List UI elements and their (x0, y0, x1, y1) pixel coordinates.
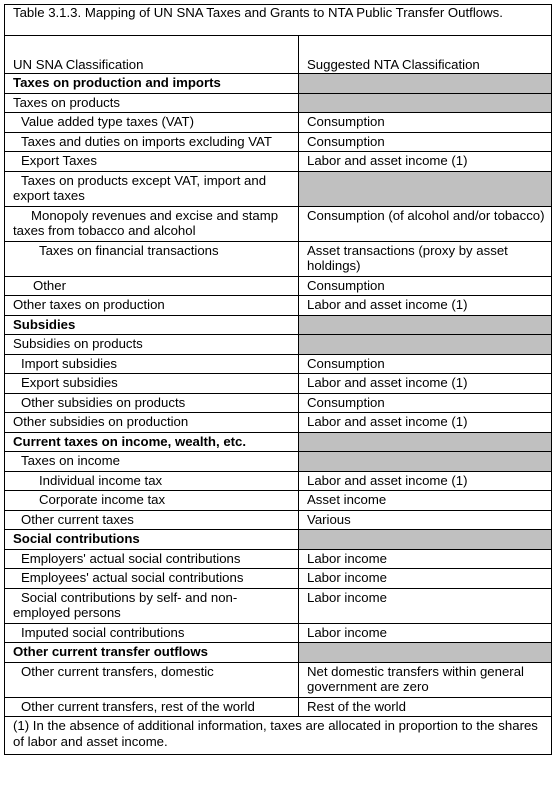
header-row (5, 36, 552, 74)
table-row (5, 132, 552, 152)
row-value: Consumption (of alcohol and/or tobacco) (299, 206, 552, 241)
row-value: Consumption (299, 132, 552, 152)
row-label: Value added type taxes (VAT) (5, 113, 299, 133)
row-value: Net domestic transfers within general government are zero (299, 662, 552, 697)
table-row (5, 276, 552, 296)
row-label: Taxes on production and imports (5, 74, 299, 94)
row-label: Taxes on products (5, 93, 299, 113)
row-label: Employers' actual social contributions (5, 549, 299, 569)
row-label: Other current taxes (5, 510, 299, 530)
row-label: Subsidies on products (5, 335, 299, 355)
row-label: Taxes on income (5, 452, 299, 472)
header-nta: Suggested NTA Classification (299, 36, 552, 74)
row-value (299, 315, 552, 335)
row-value (299, 74, 552, 94)
row-value: Consumption (299, 113, 552, 133)
row-value (299, 335, 552, 355)
row-label: Corporate income tax (5, 491, 299, 511)
table-row (5, 530, 552, 550)
row-value: Labor income (299, 588, 552, 623)
table-footnote: (1) In the absence of additional information, taxes are allocated in proportion to the shares of labor and asset income. (5, 717, 552, 755)
row-value: Labor and asset income (1) (299, 296, 552, 316)
table-row (5, 432, 552, 452)
row-value: Labor and asset income (1) (299, 471, 552, 491)
mapping-table (4, 4, 552, 755)
row-value (299, 530, 552, 550)
row-label: Taxes and duties on imports excluding VAT (5, 132, 299, 152)
table-row (5, 335, 552, 355)
row-value (299, 452, 552, 472)
table-row (5, 413, 552, 433)
row-label: Individual income tax (5, 471, 299, 491)
table-row (5, 354, 552, 374)
table-row (5, 643, 552, 663)
row-label: Monopoly revenues and excise and stamp taxes from tobacco and alcohol (5, 206, 299, 241)
row-label: Imputed social contributions (5, 623, 299, 643)
row-label: Social contributions by self- and non-employed persons (5, 588, 299, 623)
row-value: Asset transactions (proxy by asset holdings) (299, 241, 552, 276)
row-value: Consumption (299, 354, 552, 374)
row-value: Asset income (299, 491, 552, 511)
row-value (299, 432, 552, 452)
row-value: Various (299, 510, 552, 530)
caption-row (5, 5, 552, 36)
row-label: Employees' actual social contributions (5, 569, 299, 589)
row-value: Labor income (299, 549, 552, 569)
row-value: Consumption (299, 276, 552, 296)
table-row (5, 697, 552, 717)
table-row (5, 241, 552, 276)
table-row (5, 549, 552, 569)
row-label: Other current transfers, domestic (5, 662, 299, 697)
row-value: Rest of the world (299, 697, 552, 717)
row-label: Other (5, 276, 299, 296)
table-row (5, 588, 552, 623)
table-row (5, 113, 552, 133)
row-value (299, 171, 552, 206)
row-label: Export Taxes (5, 152, 299, 172)
table-row (5, 452, 552, 472)
table-row (5, 662, 552, 697)
row-label: Other taxes on production (5, 296, 299, 316)
table-row (5, 374, 552, 394)
row-value (299, 93, 552, 113)
table-row (5, 171, 552, 206)
row-label: Social contributions (5, 530, 299, 550)
table-row (5, 393, 552, 413)
row-label: Taxes on products except VAT, import and export taxes (5, 171, 299, 206)
table-row (5, 93, 552, 113)
table-caption: Table 3.1.3. Mapping of UN SNA Taxes and Grants to NTA Public Transfer Outflows. (5, 5, 552, 36)
table-row (5, 74, 552, 94)
row-value: Labor and asset income (1) (299, 374, 552, 394)
row-value: Labor income (299, 569, 552, 589)
row-label: Other subsidies on production (5, 413, 299, 433)
table-row (5, 471, 552, 491)
row-label: Import subsidies (5, 354, 299, 374)
row-value: Labor income (299, 623, 552, 643)
row-label: Other current transfers, rest of the world (5, 697, 299, 717)
row-value (299, 643, 552, 663)
row-label: Current taxes on income, wealth, etc. (5, 432, 299, 452)
row-label: Other current transfer outflows (5, 643, 299, 663)
row-label: Subsidies (5, 315, 299, 335)
table-row (5, 315, 552, 335)
row-label: Other subsidies on products (5, 393, 299, 413)
row-value: Labor and asset income (1) (299, 413, 552, 433)
table-row (5, 491, 552, 511)
row-value: Labor and asset income (1) (299, 152, 552, 172)
row-label: Taxes on financial transactions (5, 241, 299, 276)
table-row (5, 152, 552, 172)
table-row (5, 206, 552, 241)
row-value: Consumption (299, 393, 552, 413)
table-row (5, 623, 552, 643)
table-row (5, 569, 552, 589)
header-un-sna: UN SNA Classification (5, 36, 299, 74)
footnote-row (5, 717, 552, 755)
table-row (5, 510, 552, 530)
table-container (4, 4, 551, 755)
table-row (5, 296, 552, 316)
row-label: Export subsidies (5, 374, 299, 394)
